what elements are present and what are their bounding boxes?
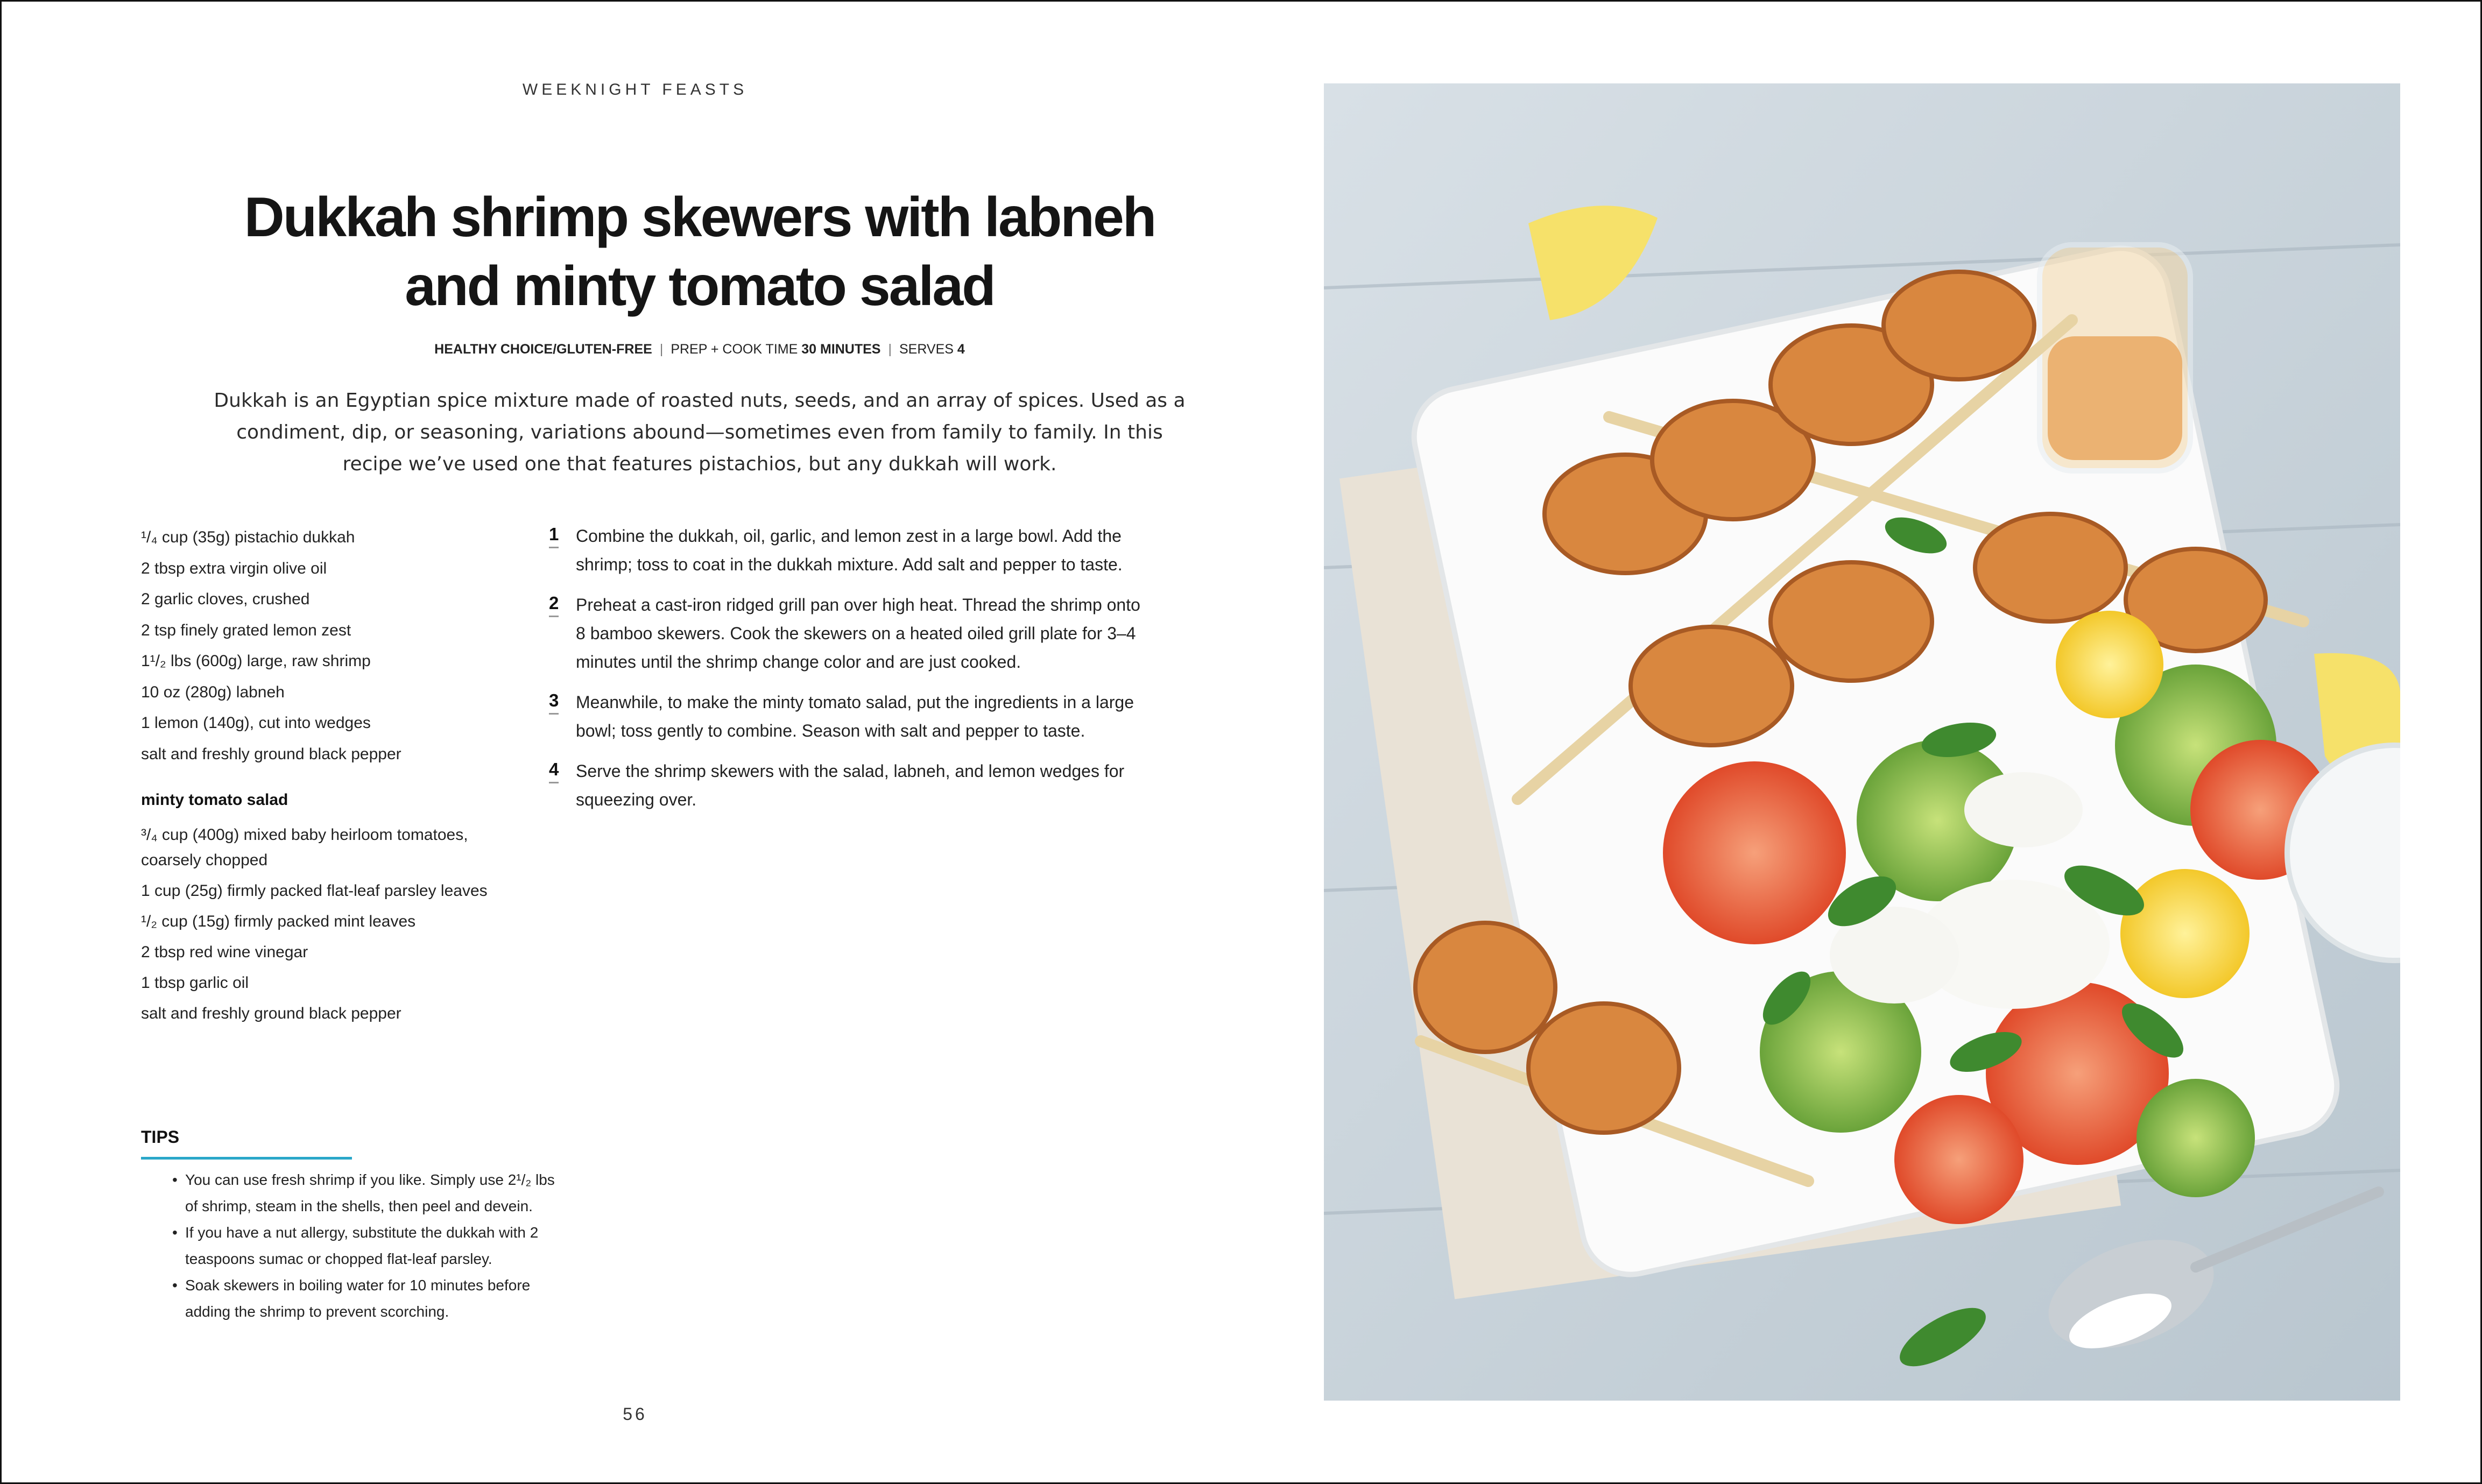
tip-item: • Soak skewers in boiling water for 10 minutes before adding the shrimp to prevent scorching. [172, 1272, 560, 1325]
salad-ingredient-item: salt and freshly ground black pepper [141, 1005, 401, 1022]
step-text: Combine the dukkah, oil, garlic, and lemon zest in a large bowl. Add the shrimp; toss to coat in the dukkah mixture. Add salt and pepper to taste. [576, 526, 1123, 574]
recipe-title-line-2: and minty tomato salad [405, 255, 995, 317]
recipe-intro: Dukkah is an Egyptian spice mixture made of roasted nuts, seeds, and an array of spices. Used as a condiment, dip, or seasoning, variations abound—sometimes even from family to family. In this recipe we’ve used one that features pistachios, but any dukkah will work. [214, 390, 1186, 475]
serves-label: SERVES [899, 342, 954, 357]
ingredient-item: salt and freshly ground black pepper [141, 745, 401, 763]
method-step [544, 757, 1141, 814]
salad-ingredient-item: ¹/₂ cup (15g) firmly packed mint leaves [141, 913, 416, 930]
step-text: Serve the shrimp skewers with the salad, labneh, and lemon wedges for squeezing over. [576, 761, 1125, 809]
ingredient-item: 1 lemon (140g), cut into wedges [141, 714, 371, 732]
category-tag: HEALTHY CHOICE/GLUTEN-FREE [434, 342, 652, 357]
step-text: Meanwhile, to make the minty tomato salad, put the ingredients in a large bowl; toss gently to combine. Season with salt and pepper to taste. [576, 692, 1134, 740]
tip-item: • If you have a nut allergy, substitute the dukkah with 2 teaspoons sumac or chopped flat-leaf parsley. [172, 1219, 560, 1272]
page-number: 56 [623, 1404, 647, 1424]
salad-subtitle: minty tomato salad [141, 791, 288, 809]
method-step [544, 591, 1141, 676]
serves-value: 4 [957, 342, 965, 357]
time-label: PREP + COOK TIME [671, 342, 798, 357]
step-text: Preheat a cast-iron ridged grill pan over high heat. Thread the shrimp onto 8 bamboo skewers. Cook the skewers on a heated oiled grill plate for 3–4 minutes until the shrimp change color and are just cooked. [576, 595, 1140, 672]
tip-item: • You can use fresh shrimp if you like. Simply use 2¹/₂ lbs of shrimp, steam in the shells, then peel and devein. [172, 1167, 560, 1219]
salad-ingredient-item: 1 tbsp garlic oil [141, 974, 249, 992]
method-step [544, 522, 1141, 579]
ingredient-item: 10 oz (280g) labneh [141, 683, 285, 701]
step-number: 2 [549, 591, 559, 617]
tips-list [172, 1167, 560, 1325]
ingredient-item: ¹/₄ cup (35g) pistachio dukkah [141, 528, 355, 546]
tips-divider [141, 1157, 352, 1160]
salad-ingredient-item: 2 tbsp red wine vinegar [141, 943, 308, 961]
method-step [544, 688, 1141, 745]
step-number: 4 [549, 757, 559, 783]
food-photo [1324, 83, 2400, 1401]
step-number: 3 [549, 688, 559, 715]
tips-title: TIPS [141, 1127, 180, 1147]
recipe-title [161, 183, 1238, 321]
section-label: WEEKNIGHT FEASTS [522, 81, 748, 98]
salad-ingredient-item: 1 cup (25g) firmly packed flat-leaf parsley leaves [141, 882, 488, 900]
recipe-title-line-1: Dukkah shrimp skewers with labneh [244, 186, 1155, 249]
recipe-meta: HEALTHY CHOICE/GLUTEN-FREE | PREP + COOK TIME 30 MINUTES | SERVES 4 [434, 342, 965, 357]
salad-ingredient-item: ³/₄ cup (400g) mixed baby heirloom tomatoes, coarsely chopped [141, 826, 468, 869]
ingredient-item: 1¹/₂ lbs (600g) large, raw shrimp [141, 652, 371, 670]
method-list [544, 522, 1141, 826]
ingredient-item: 2 tsp finely grated lemon zest [141, 621, 351, 639]
ingredient-list [141, 522, 528, 769]
step-number: 1 [549, 522, 559, 548]
salad-ingredient-list [141, 822, 518, 1031]
ingredient-item: 2 garlic cloves, crushed [141, 590, 310, 608]
ingredient-item: 2 tbsp extra virgin olive oil [141, 559, 327, 577]
time-value: 30 MINUTES [801, 342, 881, 357]
